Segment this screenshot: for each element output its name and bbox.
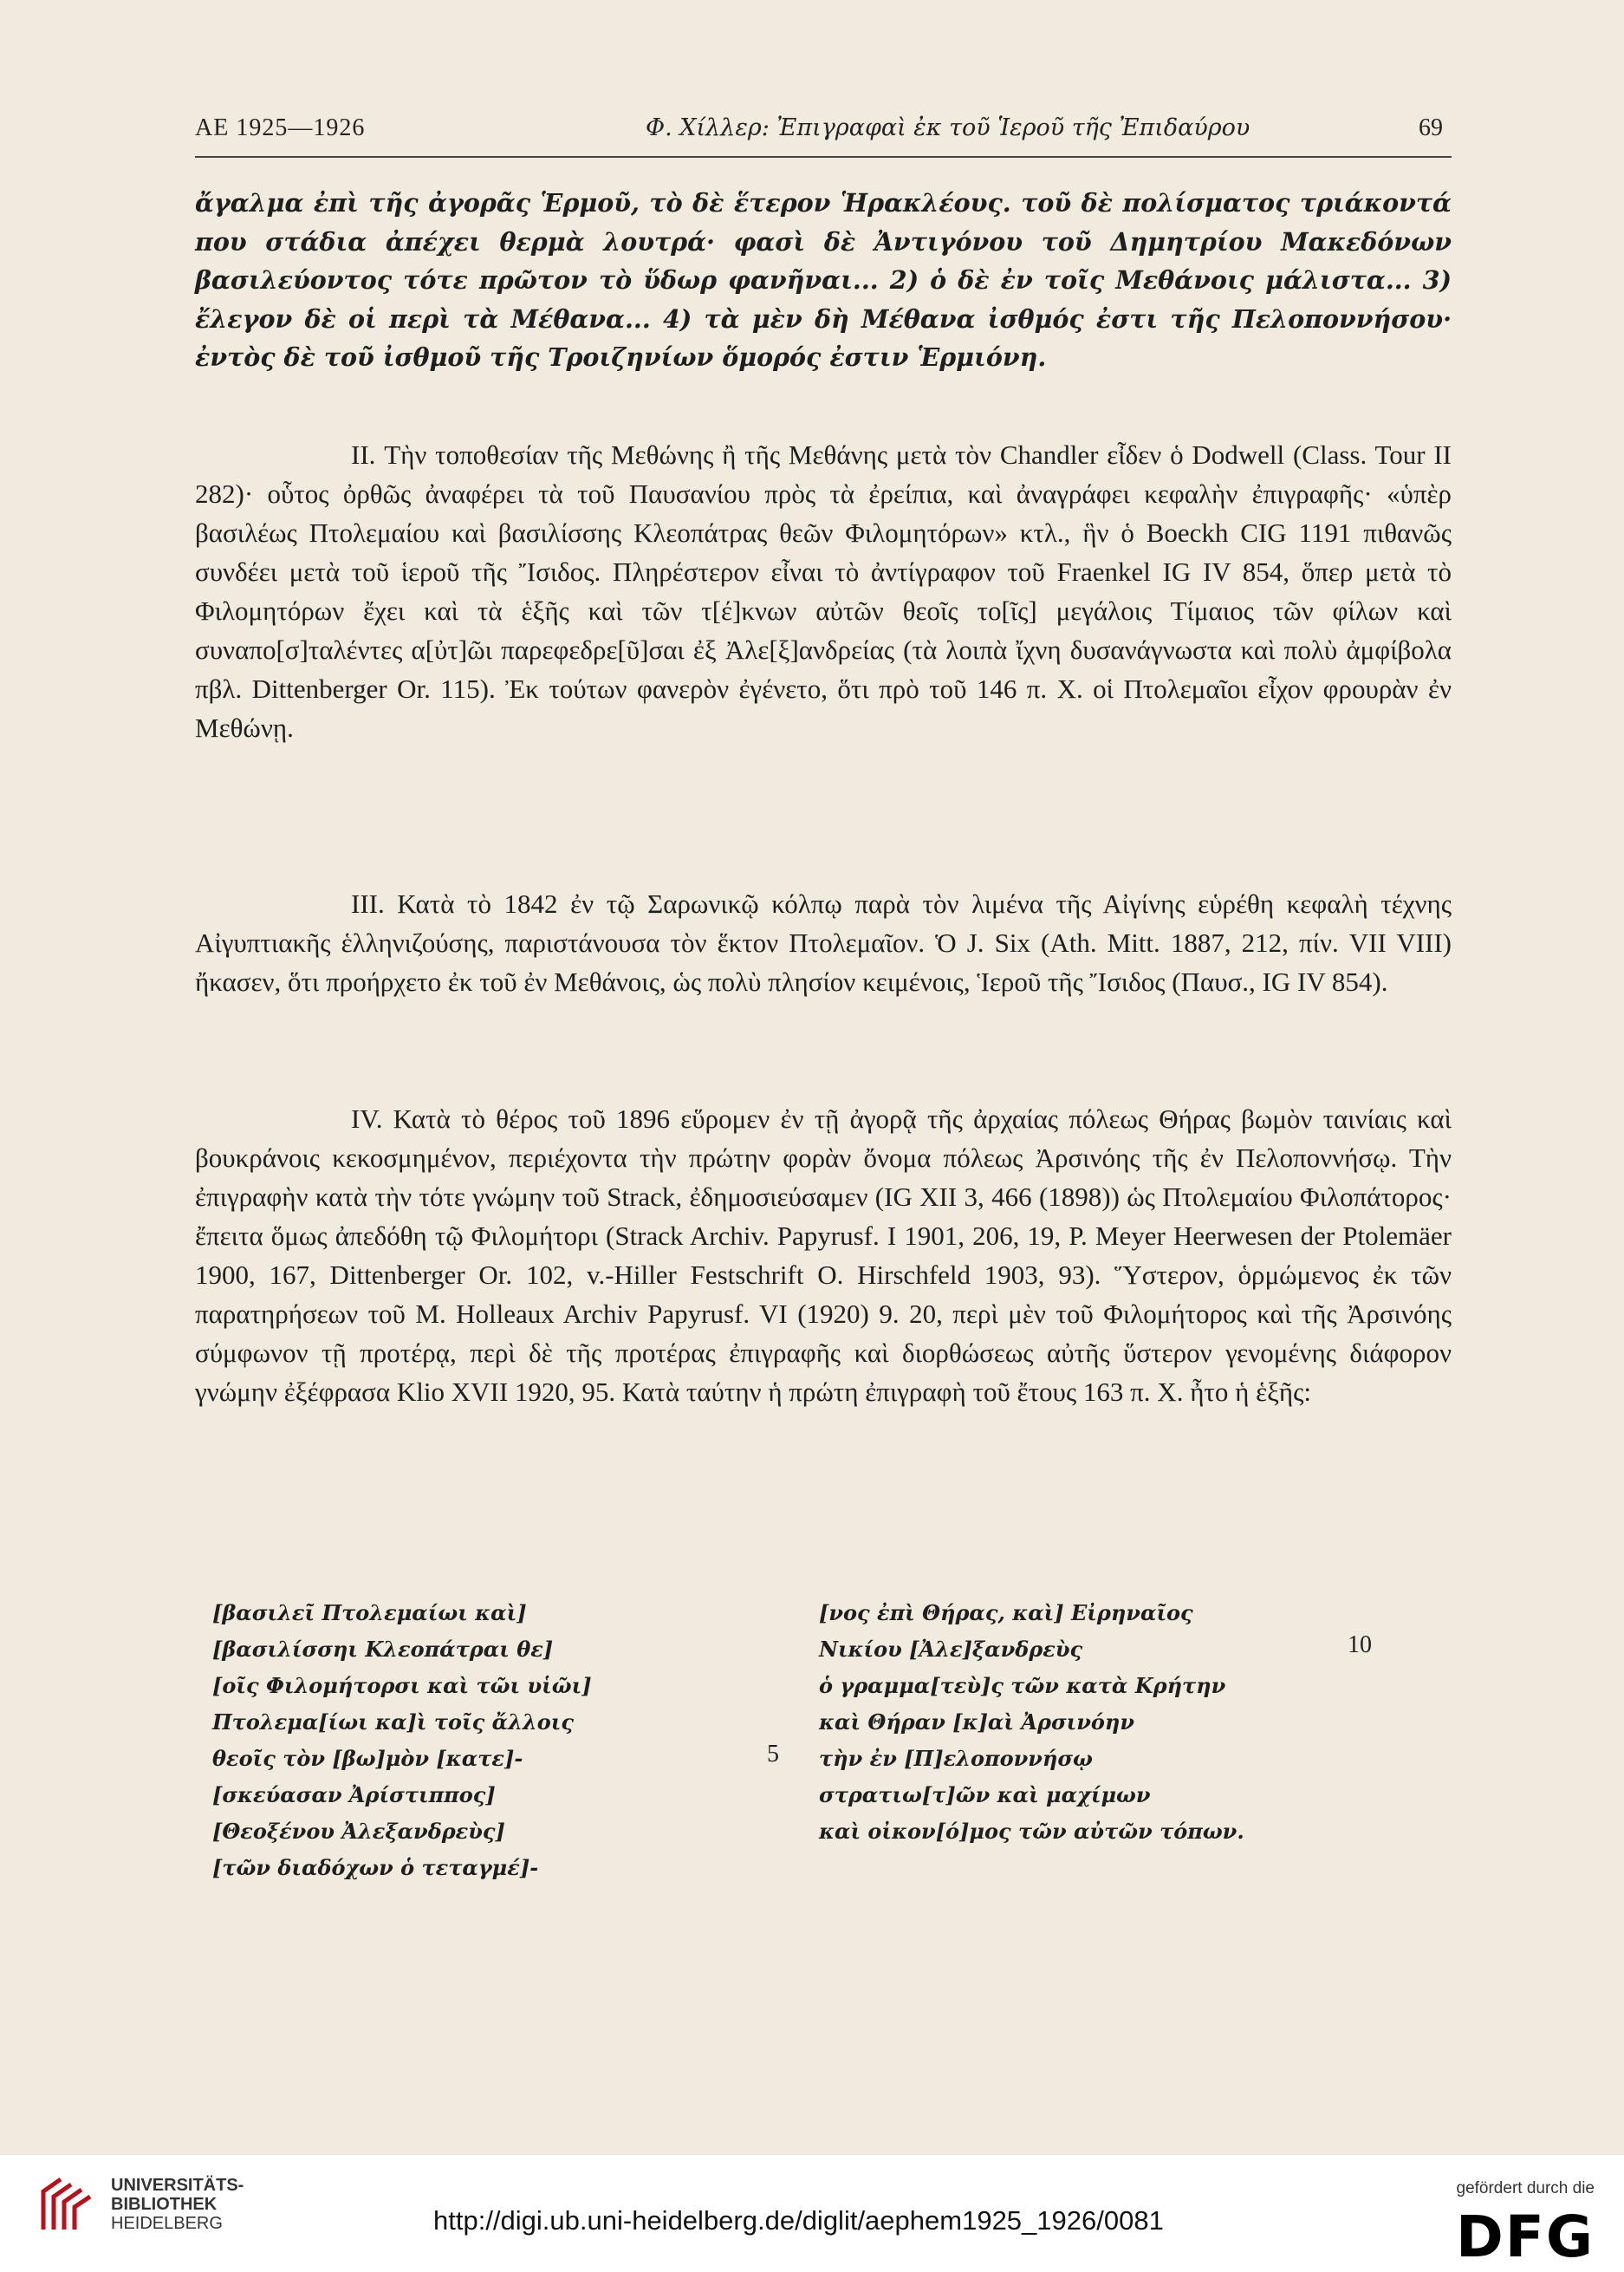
inscription-text (195, 1595, 1452, 1890)
library-name (111, 2176, 244, 2233)
intro-quote (195, 184, 1452, 377)
inscription-line: στρατιω[τ]ῶν καὶ μαχίμων (819, 1782, 1151, 1807)
permalink-url[interactable]: http://digi.ub.uni-heidelberg.de/diglit/aephem1925_1926/0081 (433, 2205, 1164, 2236)
university-library-logo-icon (35, 2172, 97, 2238)
section-3 (195, 884, 1452, 1001)
header-rule (195, 156, 1452, 158)
inscription-left-column (212, 1595, 750, 1886)
inscription-line: καὶ οἰκον[ό]μος τῶν αὐτῶν τόπων. (819, 1819, 1244, 1844)
inscription-line: θεοῖς τὸν [βω]μὸν [κατε]- (212, 1746, 523, 1771)
inscription-line: [οῖς Φιλομήτορσι καὶ τῶι υἱῶι] (212, 1673, 592, 1698)
inscription-line: ὁ γραμμα[τεὺ]ς τῶν κατὰ Κρήτην (819, 1673, 1226, 1698)
inscription-line: [βασιλεῖ Πτολεμαίωι καὶ] (212, 1600, 527, 1625)
article-title: Φ. Χίλλερ: Ἐπιγραφαὶ ἐκ τοῦ Ἱεροῦ τῆς Ἐπιδαύρου (646, 114, 1250, 141)
inscription-line: [τῶν διαδόχων ὁ τεταγμέ]- (212, 1855, 539, 1880)
funding-caption: gefördert durch die (1456, 2179, 1595, 2197)
inscription-right-column (819, 1595, 1426, 1850)
line-number-10: 10 (1348, 1631, 1372, 1658)
running-header (195, 114, 1452, 153)
inscription-line: Πτολεμα[ίωι κα]ὶ τοῖς ἄλλοις (212, 1709, 574, 1735)
page-number: 69 (1419, 114, 1443, 141)
section-2 (195, 435, 1452, 747)
inscription-line: [σκεύασαν Ἀρίστιππος] (212, 1782, 496, 1807)
library-name-line-3: HEIDELBERG (111, 2214, 223, 2233)
section-4-paragraph: IV. Κατὰ τὸ θέρος τοῦ 1896 εὕρομεν ἐν τῇ ἀγορᾷ τῆς ἀρχαίας πόλεως Θήρας βωμὸν ταινίαις καὶ βουκράνοις κεκοσμημένον, περιέχοντα τὴν πρώτην φορὰν ὄνομα πόλεως Ἀρσινόης τῆς ἐν Πελοποννήσῳ. Τὴν ἐπιγραφὴν κατὰ τὴν τότε γνώμην τοῦ Strack, ἐδημοσιεύσαμεν (IG XII 3, 466 (1898)) ὡς Πτολεμαίου Φιλοπάτορος· ἔπειτα ὅμως ἀπεδόθη τῷ Φιλομήτορι (Strack Archiv. Papyrusf. I 1901, 206, 19, P. Meyer Heerwesen der Ptolemäer 1900, 167, Dittenberger Or. 102, v.-Hiller Festschrift O. Hirschfeld 1903, 93). Ὕστερον, ὁρμώμενος ἐκ τῶν παρατηρήσεων τοῦ M. Holleaux Archiv Papyrusf. VI (1920) 9. 20, περὶ μὲν τοῦ Φιλομήτορος καὶ τῆς Ἀρσινόης σύμφωνον τῇ προτέρᾳ, περὶ δὲ τῆς προτέρας ἐπιγραφῆς καὶ διορθώσεως αὐτῆς ὕστερον γενομένης διάφορον γνώμην ἐξέφρασα Klio XVII 1920, 95. Κατὰ ταύτην ἡ πρώτη ἐπιγραφὴ τοῦ ἔτους 163 π. Χ. ἦτο ἡ ἑξῆς: (195, 1103, 1452, 1407)
inscription-line: Νικίου [Ἀλε]ξανδρεὺς (819, 1637, 1083, 1662)
viewer-footer (0, 2155, 1624, 2272)
section-4 (195, 1099, 1452, 1411)
intro-paragraph: ἄγαλμα ἐπὶ τῆς ἀγορᾶς Ἑρμοῦ, τὸ δὲ ἕτερον Ἡρακλέους. τοῦ δὲ πολίσματος τριάκοντά που στάδια ἀπέχει θερμὰ λουτρά· φασὶ δὲ Ἀντιγόνου τοῦ Δημητρίου Μακεδόνων βασιλεύοντος τότε πρῶτον τὸ ὕδωρ φανῆναι... 2) ὁ δὲ ἐν τοῖς Μεθάνοις μάλιστα... 3) ἔλεγον δὲ οἱ περὶ τὰ Μέθανα... 4) τὰ μὲν δὴ Μέθανα ἰσθμός ἐστι τῆς Πελοποννήσου· ἐντὸς δὲ τοῦ ἰσθμοῦ τῆς Τροιζηνίων ὅμορός ἐστιν Ἑρμιόνη. (195, 188, 1452, 372)
library-name-line-2: BIBLIOTHEK (111, 2195, 218, 2214)
section-2-paragraph: II. Τὴν τοποθεσίαν τῆς Μεθώνης ἢ τῆς Μεθάνης μετὰ τὸν Chandler εἶδεν ὁ Dodwell (Class. Tour II 282)· οὗτος ὀρθῶς ἀναφέρει τὰ τοῦ Παυσανίου πρὸς τὰ ἐρείπια, καὶ ἀναγράφει κεφαλὴν ἐπιγραφῆς· «ὑπὲρ βασιλέως Πτολεμαίου καὶ βασιλίσσης Κλεοπάτρας θεῶν Φιλομητόρων» κτλ., ἣν ὁ Boeckh CIG 1191 πιθανῶς συνδέει μετὰ τοῦ ἱεροῦ τῆς Ἴσιδος. Πληρέστερον εἶναι τὸ ἀντίγραφον τοῦ Fraenkel IG IV 854, ὅπερ μετὰ τὸ Φιλομητόρων ἔχει καὶ τὰ ἑξῆς καὶ τῶν τ[έ]κνων αὐτῶν θεοῖς το[ῖς] μεγάλοις Τίμαιος τῶν φίλων καὶ συναπο[σ]ταλέντες α[ὐτ]ῶι παρεφεδρε[ῦ]σαι ἐξ Ἀλε[ξ]ανδρείας (τὰ λοιπὰ ἴχνη δυσανάγνωστα καὶ πολὺ ἀμφίβολα πβλ. Dittenberger Or. 115). Ἐκ τούτων φανερὸν ἐγένετο, ὅτι πρὸ τοῦ 146 π. Χ. οἱ Πτολεμαῖοι εἶχον φρουρὰν ἐν Μεθώνῃ. (195, 439, 1452, 743)
library-name-line-1: UNIVERSITÄTS- (111, 2176, 244, 2195)
journal-issue: ΑΕ 1925—1926 (195, 114, 366, 141)
inscription-line: [νος ἐπὶ Θήρας, καὶ] Εἰρηναῖος (819, 1600, 1193, 1625)
inscription-line: [Θεοξένου Ἀλεξανδρεὺς] (212, 1819, 505, 1844)
inscription-line: καὶ Θήραν [κ]αὶ Ἀρσινόην (819, 1709, 1135, 1735)
dfg-logo: DFG (1455, 2204, 1595, 2270)
section-3-paragraph: III. Κατὰ τὸ 1842 ἐν τῷ Σαρωνικῷ κόλπῳ παρὰ τὸν λιμένα τῆς Αἰγίνης εὑρέθη κεφαλὴ τέχνης Αἰγυπτιακῆς ἑλληνιζούσης, παριστάνουσα τὸν ἕκτον Πτολεμαῖον. Ὁ J. Six (Ath. Mitt. 1887, 212, πίν. VII VIII) ἤκασεν, ὅτι προήρχετο ἐκ τοῦ ἐν Μεθάνοις, ὡς πολὺ πλησίον κειμένοις, Ἱεροῦ τῆς Ἴσιδος (Παυσ., IG IV 854). (195, 889, 1452, 997)
inscription-line: [βασιλίσσηι Κλεοπάτραι θε] (212, 1637, 554, 1662)
line-number-5: 5 (767, 1741, 779, 1767)
inscription-line: τὴν ἐν [Π]ελοποννήσῳ (819, 1746, 1093, 1771)
